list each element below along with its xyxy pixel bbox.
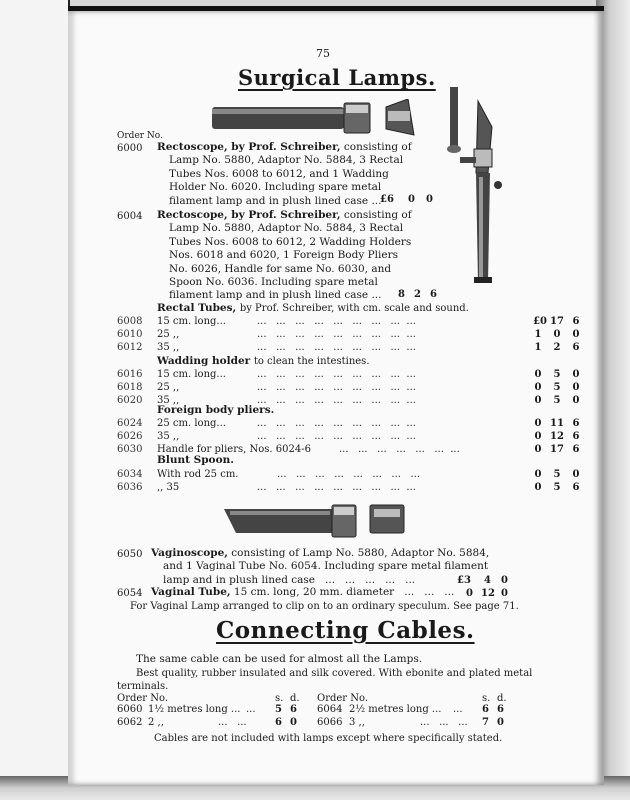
row-number: 6008 [117,316,143,327]
cable-number: 6064 [317,704,343,715]
cable-shillings: 7 [482,717,489,728]
price-shillings: 12 [481,588,495,599]
item-name: Rectoscope, by Prof. Schreiber, [157,209,341,221]
item-text: and 1 Vaginal Tube No. 6054. Including spare metal filament [163,560,489,573]
price-pence: 6 [572,431,580,442]
table-row: 6010 25 ,, ... ... ... ... ... ... ... ... ... 1 0 0 [117,329,587,342]
item-number: 6004 [117,211,143,222]
cable-desc: 2 ,, [148,717,164,728]
table-row: 6026 35 ,, ... ... ... ... ... ... ... ... ... 0 12 6 [117,431,587,444]
price-pounds: 0 [534,418,542,429]
row-desc: 35 ,, [157,342,180,353]
item-text: filament lamp and in plush lined case [169,289,369,302]
item-text: consisting of [343,141,412,153]
cable-number: 6060 [117,704,143,715]
section-header-wadding-holder [157,355,370,367]
table-row: 6024 25 cm. long... ... ... ... ... ... ... ... ... ... 0 11 6 [117,418,587,431]
item-number: 6000 [117,143,143,154]
item-text: Tubes Nos. 6008 to 6012, and 1 Wadding [169,167,389,180]
item-text: Nos. 6018 and 6020, 1 Foreign Body Pliers [169,249,399,262]
table-row: 6012 35 ,, ... ... ... ... ... ... ... ... ... 1 2 6 [117,342,587,355]
vaginal-lamp-note: For Vaginal Lamp arranged to clip on to an ordinary speculum. See page 71. [130,601,519,612]
price-pence: 0 [572,469,580,480]
row-desc: 15 cm. long... [157,316,226,327]
price-farthing: 6 [430,289,437,300]
item-description: Vaginoscope, consisting of Lamp No. 5880, Adaptor No. 5884, and 1 Vaginal Tube No. 6054. Including spare metal filament lamp and in plush lined case ... ... ... ... ... [151,547,490,586]
row-desc: Handle for pliers, Nos. 6024-6 [157,444,311,455]
table-row: 6008 15 cm. long... ... ... ... ... ... ... ... ... ... £0 17 6 [117,316,587,329]
table-row: 6036 ,, 35 ... ... ... ... ... ... ... ... ... 0 5 6 [117,482,587,495]
item-text: Lamp No. 5880, Adaptor No. 5884, 3 Rectal [169,222,404,235]
price-pounds: 0 [534,469,542,480]
col-s: s. [275,693,284,704]
row-number: 6036 [117,482,143,493]
item-number: 6054 [117,588,143,599]
cable-shillings: 6 [482,704,489,715]
price-pence: 0 [572,382,580,393]
item-description: Rectoscope, by Prof. Schreiber, consisting of Lamp No. 5880, Adaptor No. 5884, 3 Rectal Tubes Nos. 6008 to 6012, 2 Wadding Holders Nos. 6018 and 6020, 1 Foreign Body Pliers No. 6026, Handle for same No. 6030, and Spoon No. 6036. Including spare metal filament lamp and in plush lined case ... [157,209,412,302]
price-pounds: 0 [534,369,542,380]
cable-number: 6062 [117,717,143,728]
cable-pence: 6 [497,704,504,715]
row-desc: 25 ,, [157,382,180,393]
price-shillings: 12 [550,431,564,442]
price-pence: 6 [572,418,580,429]
price-pence: 2 [414,289,421,300]
col-s: s. [482,693,491,704]
price-pounds: 1 [534,329,542,340]
order-no-label: Order No. [117,693,169,704]
item-text: Lamp No. 5880, Adaptor No. 5884, 3 Rectal [169,154,404,167]
section-header-blunt-spoon: Blunt Spoon. [157,454,234,466]
price-pounds: 0 [534,395,542,406]
price-pence: 6 [572,444,580,455]
section-title-cables: Connecting Cables. [216,617,475,644]
cable-pence: 0 [290,717,297,728]
item-text: Spoon No. 6036. Including spare metal [169,276,378,289]
price-pence: 6 [572,316,580,327]
item-text: Holder No. 6020. Including spare metal [169,181,382,194]
item-number: 6050 [117,549,143,560]
header-subtitle: to clean the intestines. [253,356,370,367]
price-pence: 0 [501,588,508,599]
item-text: 15 cm. long, 20 mm. diameter [233,586,395,598]
cable-desc: 1½ metres long ... [148,704,241,715]
price-pounds: £6 [380,194,394,205]
row-desc: 25 cm. long... [157,418,226,429]
table-row: 6034 With rod 25 cm. ... ... ... ... ... ... ... ... 0 5 0 [117,469,587,482]
item-text: lamp and in plush lined case [163,573,315,586]
page-number: 75 [316,47,330,60]
row-number: 6034 [117,469,143,480]
table-row: 6016 15 cm. long... ... ... ... ... ... ... ... ... ... 0 5 0 [117,369,587,382]
row-desc: With rod 25 cm. [157,469,239,480]
price-shillings: 0 [553,329,561,340]
table-row: 6018 25 ,, ... ... ... ... ... ... ... ... ... 0 5 0 [117,382,587,395]
price-pounds: 0 [534,382,542,393]
cables-intro: terminals. [117,681,169,692]
row-desc: ,, 35 [157,482,180,493]
header-label: Wadding holder [157,355,251,367]
header-subtitle: by Prof. Schreiber, with cm. scale and sound. [239,303,469,314]
cable-desc: 2½ metres long ... [349,704,442,715]
col-d: d. [290,693,300,704]
table-row: 6030 Handle for pliers, Nos. 6024-6 ... ... ... ... ... ... ... 0 17 6 [117,444,587,457]
item-text: consisting of [343,209,412,221]
price-pence: 0 [572,395,580,406]
order-no-label: Order No. [317,693,369,704]
row-number: 6016 [117,369,143,380]
cable-pence: 6 [290,704,297,715]
price-pence: 0 [572,369,580,380]
cables-intro: Best quality, rubber insulated and silk covered. With ebonite and plated metal [136,668,533,679]
price-pounds: 0 [534,431,542,442]
section-title-lamps: Surgical Lamps. [238,65,436,90]
price-pounds: 1 [534,342,542,353]
price-shillings: 5 [553,382,561,393]
cable-shillings: 6 [275,717,282,728]
section-header-foreign-body-pliers: Foreign body pliers. [157,404,275,416]
item-text: Tubes Nos. 6008 to 6012, 2 Wadding Holders [169,235,412,248]
item-description: Rectoscope, by Prof. Schreiber, consisting of Lamp No. 5880, Adaptor No. 5884, 3 Rectal Tubes Nos. 6008 to 6012, and 1 Wadding Holder No. 6020. Including spare metal filament lamp and in plush lined case ... [157,141,412,207]
item-text: filament lamp and in plush lined case [169,194,369,207]
price-pounds: 0 [466,588,473,599]
item-text: No. 6026, Handle for same No. 6030, and [169,262,392,275]
section-header-rectal-tubes [157,302,469,314]
price-shillings: 17 [550,316,564,327]
row-desc: 25 ,, [157,329,180,340]
col-d: d. [497,693,507,704]
row-number: 6020 [117,395,143,406]
price-pence: 0 [572,329,580,340]
price-shillings: 5 [553,369,561,380]
vaginoscope-illustration [220,499,410,539]
price-shillings: 11 [550,418,564,429]
rectal-tube-illustration [208,99,428,145]
price-pounds: £3 [457,575,471,586]
item-text: consisting of Lamp No. 5880, Adaptor No. 5884, [231,547,490,559]
row-number: 6018 [117,382,143,393]
price-pence: 6 [572,342,580,353]
row-desc: 15 cm. long... [157,369,226,380]
item-name: Vaginal Tube, [151,586,231,598]
price-shillings: 0 [408,194,415,205]
row-desc: 35 ,, [157,431,180,442]
price-shillings: 5 [553,482,561,493]
price-pounds: 0 [534,444,542,455]
cables-intro: The same cable can be used for almost all the Lamps. [136,653,423,665]
price-pence: 0 [501,575,508,586]
catalog-page: 75 Surgical Lamps. Order No. 6000 Rectoscope, by Prof. Schreiber, consisting of Lamp No. 5880, Adaptor No. 5884, 3 Rectal Tubes Nos. 6008 to 6012, and 1 Wadding Holder No. 6020. Including spare metal filament lamp and in plush lined case ... £6 0 0 6004 Rectoscope, by Prof. Schreiber, consisting of Lamp No. 5880, Adaptor No. 5884, 3 Rectal Tubes Nos. 6008 to 6012, 2 Wadding Holders Nos. 6018 and 6020, 1 Foreign Body Pliers No. 6026, Handle for same No. 6030, and Spoon No. 6036. Including spare metal filament lamp and in plush lined case ... 8 2 6 Rectal Tubes, by Prof. Schreiber, with cm. scale and sound. 6008 15 cm. long... ... ... ... ... ... ... ... ... ... £0 17 6 6010 25 ,, ... ... ... ... ... ... ... ... ... 1 0 0 6012 35 ,, ... ... ... ... ... ... ... ... ... 1 2 6 Wadding holder to clean the intestines. 6016 15 cm. long... ... ... ... ... ... ... ... ... ... 0 5 0 6018 25 ,, ... ... ... ... ... ... ... ... ... 0 5 0 6020 35 ,, ... ... ... ... ... ... ... ... ... 0 5 0 Foreign body pliers. 6024 25 cm. long... ... ... ... ... ... ... ... ... ... 0 11 6 6026 35 ,, ... ... ... ... ... ... ... ... ... 0 12 6 6030 Handle for pliers, Nos. 6024-6 ... ... ... ... ... ... ... 0 17 6 Blunt Spoon. 6034 With rod 25 cm. ... ... ... ... ... ... ... ... 0 5 0 6036 ,, 35 ... ... ... ... ... ... ... ... ... 0 5 6 6050 Vaginoscope, consisting of Lamp No. 5880, Adaptor No. 5884, and 1 Vaginal Tube No. 6054. Including spare metal filament lamp and in plush lined case ... ... ... ... ... £3 4 0 6054 Vaginal Tube, 15 cm. long, 20 mm. diameter ... ... ... 0 12 0 For Vaginal Lamp arranged to clip on to an ordinary speculum. See page 71. Connecting Cables. The same cable can be used for almost all the Lamps. Best quality, rubber insulated and silk covered. With ebonite and plated metal terminals. Order No. s. d. Order No. s. d. 6060 1½ metres long ... ... 5 6 6064 2½ metres long ... ... 6 6 6062 2 ,, ... ... 6 0 6066 3 ,, ... ... ... 7 0 Cables are not included with lamps except where specifically stated. [68,6,604,785]
price-pounds: £0 [533,316,547,327]
row-number: 6030 [117,444,143,455]
price-shillings: 8 [398,289,405,300]
row-number: 6010 [117,329,143,340]
table-row: 6020 35 ,, ... ... ... ... ... ... ... ... ... 0 5 0 [117,395,587,408]
cables-note: Cables are not included with lamps except where specifically stated. [154,733,503,744]
row-number: 6012 [117,342,143,353]
price-shillings: 5 [553,395,561,406]
item-description: Vaginal Tube, 15 cm. long, 20 mm. diameter ... ... ... [151,586,455,598]
price-shillings: 17 [550,444,564,455]
cable-pence: 0 [497,717,504,728]
cable-number: 6066 [317,717,343,728]
binding-gutter [0,0,70,800]
item-name: Rectoscope, by Prof. Schreiber, [157,141,341,153]
row-desc: 35 ,, [157,395,180,406]
row-number: 6026 [117,431,143,442]
item-name: Vaginoscope, [151,547,228,559]
price-shillings: 5 [553,469,561,480]
price-shillings: 4 [484,575,491,586]
cable-shillings: 5 [275,704,282,715]
price-pence: 0 [426,194,433,205]
row-number: 6024 [117,418,143,429]
cable-desc: 3 ,, [349,717,365,728]
header-label: Rectal Tubes, [157,302,237,314]
price-pounds: 0 [534,482,542,493]
price-shillings: 2 [553,342,561,353]
price-pence: 6 [572,482,580,493]
order-no-label: Order No. [117,131,163,141]
